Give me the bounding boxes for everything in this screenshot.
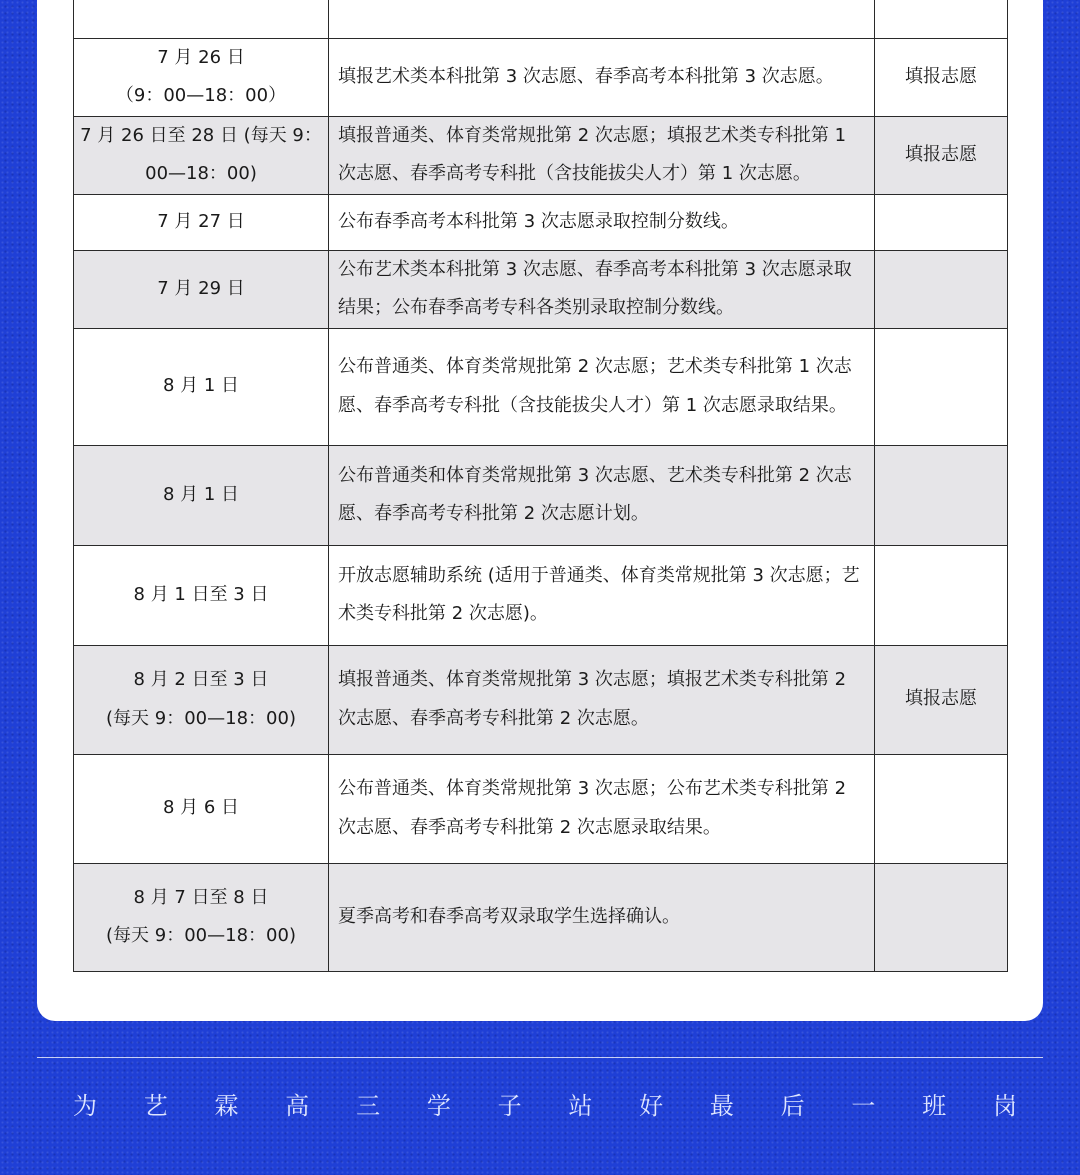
footer-divider (37, 1057, 1043, 1058)
table-row (74, 754, 1008, 863)
slogan-char: 霖 (214, 1092, 239, 1120)
table-row (74, 0, 1008, 38)
date-cell (74, 116, 329, 194)
content-cell: 开放志愿辅助系统 (适用于普通类、体育类常规批第 3 次志愿；艺术类专科批第 2 次志愿)。 (329, 545, 875, 645)
action-cell: 填报志愿 (875, 116, 1008, 194)
table-row (74, 445, 1008, 545)
date-text: 8 月 7 日至 8 日 (133, 886, 269, 908)
slogan-char: 一 (851, 1092, 876, 1120)
date-text: (每天 9：00—18：00) (106, 925, 296, 946)
action-cell: 填报志愿 (875, 645, 1008, 754)
content-cell (329, 0, 875, 38)
slogan-char: 好 (639, 1092, 664, 1120)
content-cell: 填报普通类、体育类常规批第 3 次志愿；填报艺术类专科批第 2 次志愿、春季高考专科批第 2 次志愿。 (329, 645, 875, 754)
date-text: 8 月 2 日至 3 日 (133, 669, 269, 690)
content-cell: 公布普通类和体育类常规批第 3 次志愿、艺术类专科批第 2 次志愿、春季高考专科批第 2 次志愿计划。 (329, 445, 875, 545)
date-cell (74, 194, 329, 250)
action-cell (875, 545, 1008, 645)
content-cell: 公布普通类、体育类常规批第 2 次志愿；艺术类专科批第 1 次志愿、春季高考专科批（含技能拔尖人才）第 1 次志愿录取结果。 (329, 328, 875, 445)
date-cell (74, 863, 329, 971)
action-cell (875, 250, 1008, 328)
action-cell (875, 328, 1008, 445)
content-cell: 公布春季高考本科批第 3 次志愿录取控制分数线。 (329, 194, 875, 250)
content-cell: 夏季高考和春季高考双录取学生选择确认。 (329, 863, 875, 971)
date-cell (74, 645, 329, 754)
action-cell (875, 194, 1008, 250)
slogan-char: 学 (426, 1092, 451, 1120)
slogan-char: 最 (709, 1092, 734, 1120)
slogan-char: 岗 (992, 1092, 1017, 1120)
date-text: (每天 9：00—18：00) (106, 707, 296, 729)
slogan-char: 三 (356, 1092, 381, 1120)
date-cell (74, 38, 329, 116)
date-text: 8 月 1 日至 3 日 (133, 583, 269, 605)
date-cell (74, 545, 329, 645)
table-row (74, 194, 1008, 250)
date-text: 8 月 6 日 (162, 797, 240, 819)
date-cell (74, 250, 329, 328)
date-text: 7 月 26 日 (157, 46, 245, 68)
table-row (74, 645, 1008, 754)
slogan-char: 子 (497, 1092, 522, 1120)
footer-slogan (72, 1088, 1018, 1124)
table-row (74, 545, 1008, 645)
action-cell: 填报志愿 (875, 38, 1008, 116)
date-cell (74, 328, 329, 445)
table-row (74, 863, 1008, 971)
date-text: 7 月 26 日至 28 日 (每天 9： (80, 124, 322, 146)
schedule-table-body (74, 0, 1008, 971)
content-cell: 填报普通类、体育类常规批第 2 次志愿；填报艺术类专科批第 1 次志愿、春季高考专科批（含技能拔尖人才）第 1 次志愿。 (329, 116, 875, 194)
admission-schedule-table (73, 0, 1008, 972)
slogan-char: 站 (568, 1092, 593, 1120)
date-text: 7 月 29 日 (157, 277, 245, 299)
action-cell (875, 445, 1008, 545)
table-row (74, 116, 1008, 194)
slogan-char: 艺 (143, 1092, 168, 1120)
date-cell (74, 445, 329, 545)
date-text: 7 月 27 日 (157, 210, 245, 232)
content-cell: 公布艺术类本科批第 3 次志愿、春季高考本科批第 3 次志愿录取结果；公布春季高考专科各类别录取控制分数线。 (329, 250, 875, 328)
date-text: 8 月 1 日 (162, 375, 240, 397)
slogan-char: 班 (922, 1092, 947, 1120)
date-text: 8 月 1 日 (162, 483, 240, 505)
date-cell (74, 754, 329, 863)
table-row (74, 250, 1008, 328)
slogan-char: 为 (73, 1092, 97, 1120)
table-row (74, 38, 1008, 116)
table-row (74, 328, 1008, 445)
action-cell (875, 863, 1008, 971)
content-cell: 公布普通类、体育类常规批第 3 次志愿；公布艺术类专科批第 2 次志愿、春季高考专科批第 2 次志愿录取结果。 (329, 754, 875, 863)
slogan-char: 后 (780, 1092, 805, 1120)
slogan-char: 高 (285, 1092, 310, 1120)
action-cell (875, 754, 1008, 863)
action-cell (875, 0, 1008, 38)
date-text: 00—18：00) (145, 163, 257, 184)
date-text: （9：00—18：00） (115, 85, 287, 106)
date-cell (74, 0, 329, 38)
content-cell: 填报艺术类本科批第 3 次志愿、春季高考本科批第 3 次志愿。 (329, 38, 875, 116)
